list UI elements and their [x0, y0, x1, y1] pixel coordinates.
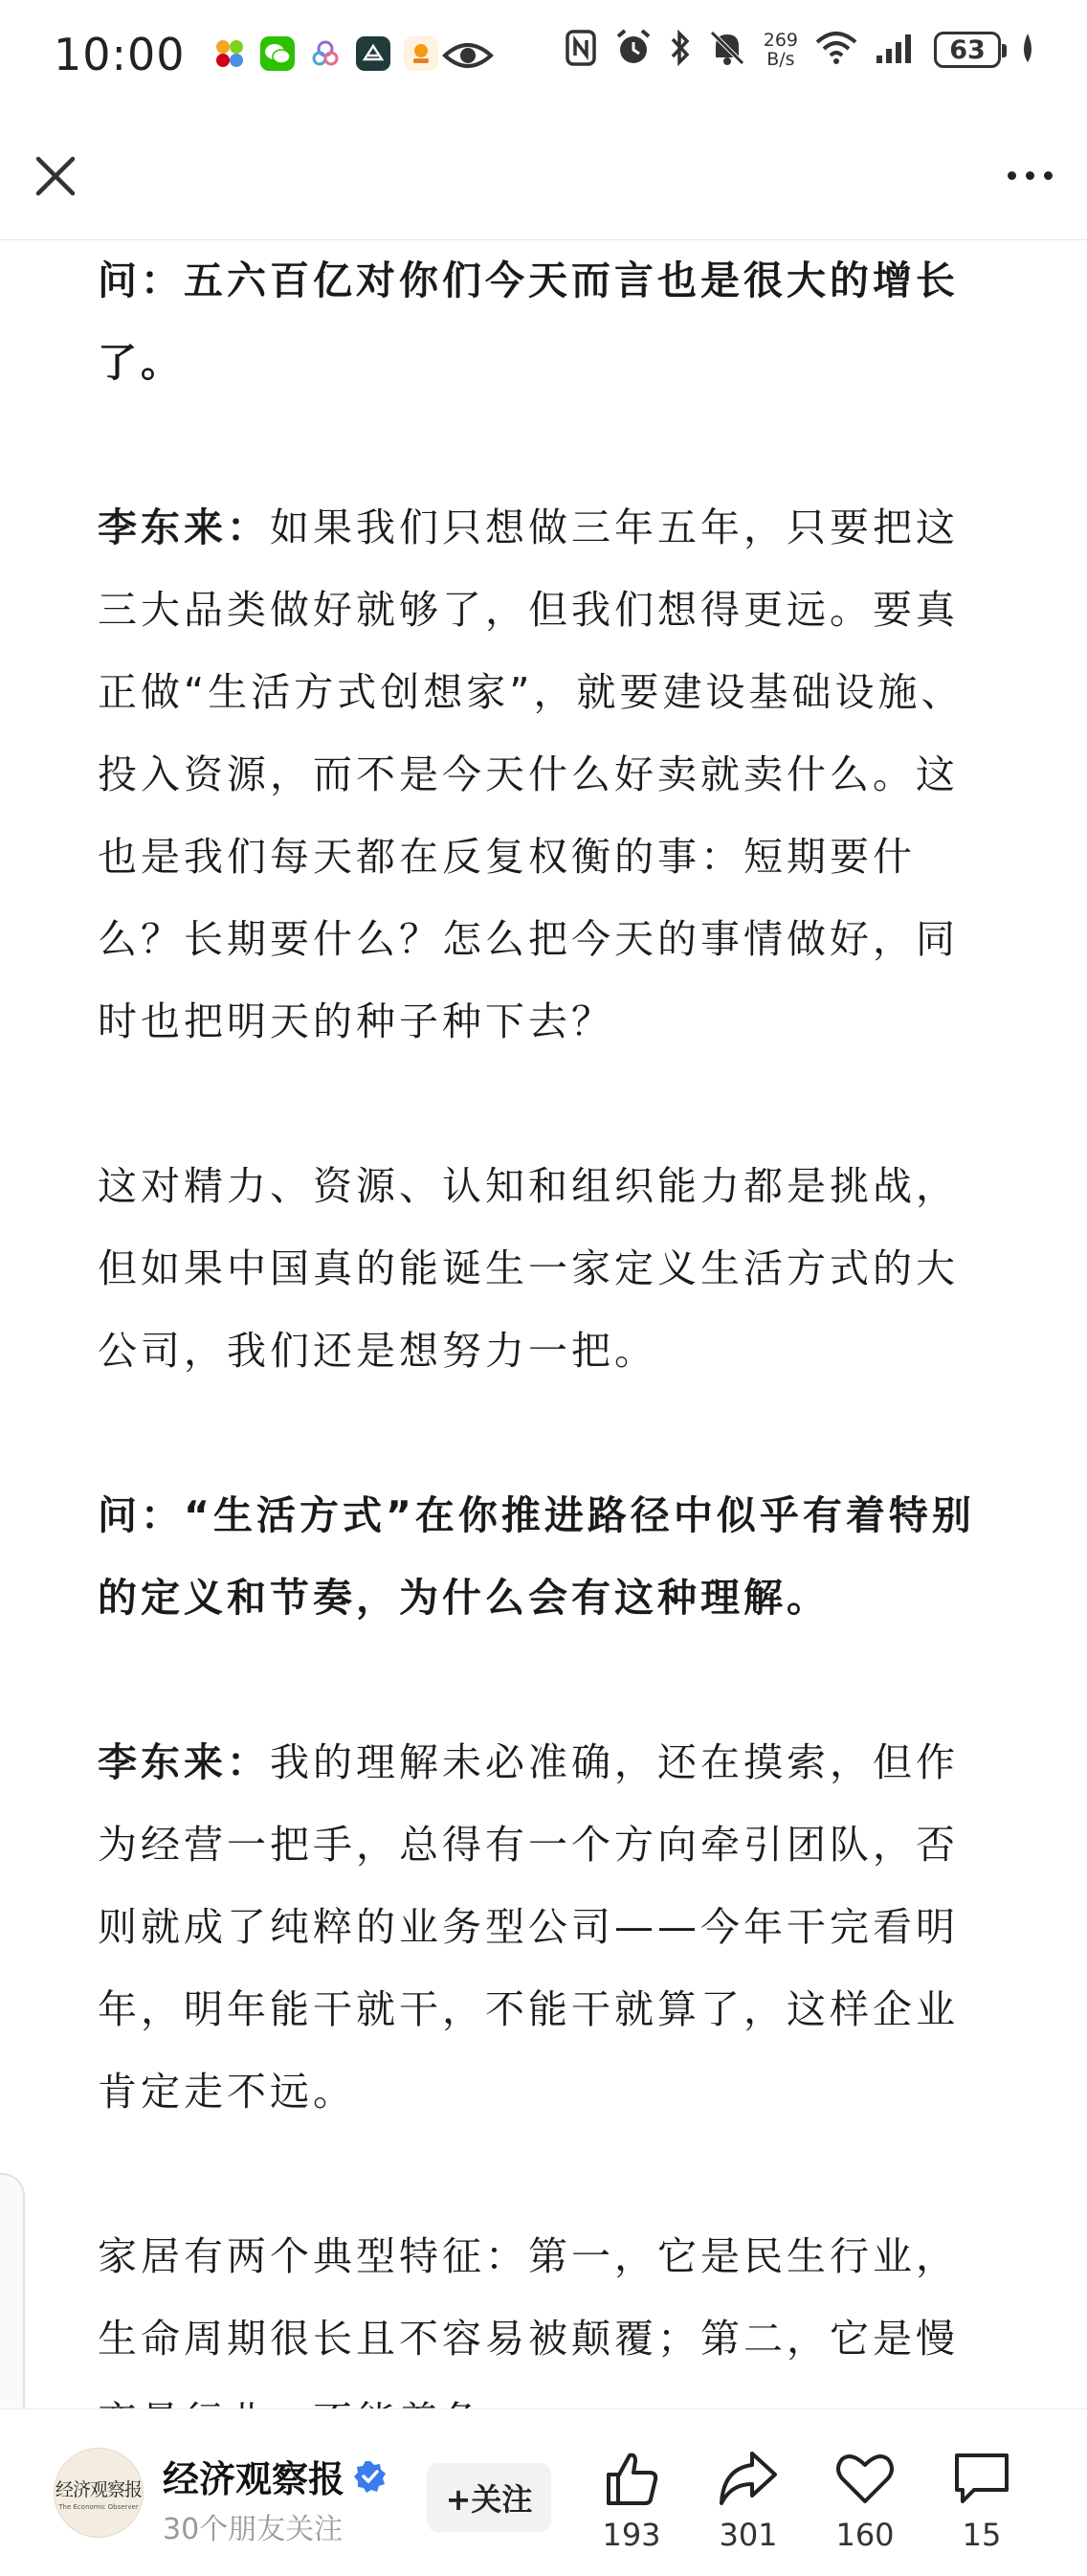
account-avatar[interactable] — [54, 2448, 144, 2538]
status-time: 10:00 — [54, 29, 186, 80]
question-paragraph: 问：五六百亿对你们今天而言也是很大的增长了。 — [98, 258, 959, 386]
notification-icons — [212, 36, 438, 71]
comment-icon — [951, 2448, 1012, 2509]
speaker-label: 李东来： — [98, 504, 270, 550]
status-bar — [0, 0, 1087, 113]
system-icons — [565, 29, 1037, 71]
net-speed: 269 B/s — [763, 30, 798, 70]
signal-icon — [875, 31, 917, 69]
alarm-icon — [614, 29, 653, 71]
answer-paragraph: 李东来：我的理解未必准确，还在摸索，但作为经营一把手，总得有一个方向牵引团队，否则就成了纯粹的业务型公司——今年干完看明年，明年能干就干，不能干就算了，这样企业肯定走不远。 — [98, 1739, 959, 2115]
eye-icon — [442, 34, 494, 80]
answer-paragraph: 家居有两个典型特征：第一，它是民生行业，生命周期很长且不容易被颠覆；第二，它是慢 — [98, 2233, 959, 2362]
account-name[interactable]: 经济观察报 — [163, 2450, 387, 2502]
answer-paragraph: 李东来：如果我们只想做三年五年，只要把这三大品类做好就够了，但我们想得更远。要真正做“生活方式创想家”，就要建设基础设施、投入资源，而不是今天什么好卖就卖什么。这也是我们每天都在反复权衡的事：短期要什么？长期要什么？怎么把今天的事情做好，同时也把明天的种子种下去？ — [98, 504, 965, 1044]
verified-badge-icon — [354, 2460, 387, 2493]
mute-bell-icon — [708, 29, 746, 71]
more-icon — [1008, 171, 1016, 180]
like-count: 193 — [602, 2517, 661, 2553]
speaker-label: 李东来： — [98, 1739, 270, 1785]
avatar-logo-subtext: The Economic Observer — [58, 2502, 139, 2511]
comment-count: 15 — [962, 2517, 1002, 2553]
battery-indicator: 63 — [934, 32, 1001, 68]
article-body — [98, 239, 997, 2403]
follow-button[interactable]: +关注 — [427, 2463, 551, 2532]
favorite-button[interactable] — [817, 2448, 913, 2553]
multicolor-app-icon — [212, 36, 247, 71]
cloud-app-icon — [308, 36, 343, 71]
thumbs-up-icon — [601, 2448, 662, 2509]
more-button[interactable] — [995, 151, 1064, 199]
share-icon — [718, 2448, 779, 2509]
followers-count: 30个朋友关注 — [163, 2513, 344, 2546]
like-button[interactable] — [584, 2448, 679, 2553]
heart-icon — [834, 2448, 896, 2509]
wifi-icon — [815, 31, 857, 69]
comment-button[interactable] — [934, 2448, 1030, 2553]
close-button[interactable] — [27, 147, 84, 205]
share-count: 301 — [719, 2517, 778, 2553]
leaf-icon — [1018, 32, 1037, 68]
top-nav-bar — [0, 113, 1087, 240]
wechat-icon — [260, 36, 295, 71]
orange-app-icon — [404, 36, 438, 71]
bottom-action-bar — [0, 2408, 1087, 2576]
answer-paragraph: 这对精力、资源、认知和组织能力都是挑战，但如果中国真的能诞生一家定义生活方式的大公司，我们还是想努力一把。 — [98, 1163, 959, 1374]
share-button[interactable] — [700, 2448, 796, 2553]
question-paragraph: 问：“生活方式”在你推进路径中似乎有着特别的定义和节奏，为什么会有这种理解。 — [98, 1492, 975, 1621]
avatar-logo-text: 经济观察报 — [55, 2478, 142, 2500]
nfc-icon — [565, 29, 597, 71]
favorite-count: 160 — [835, 2517, 895, 2553]
close-icon — [27, 147, 84, 205]
dark-app-icon — [356, 36, 390, 71]
bluetooth-icon — [670, 29, 691, 71]
